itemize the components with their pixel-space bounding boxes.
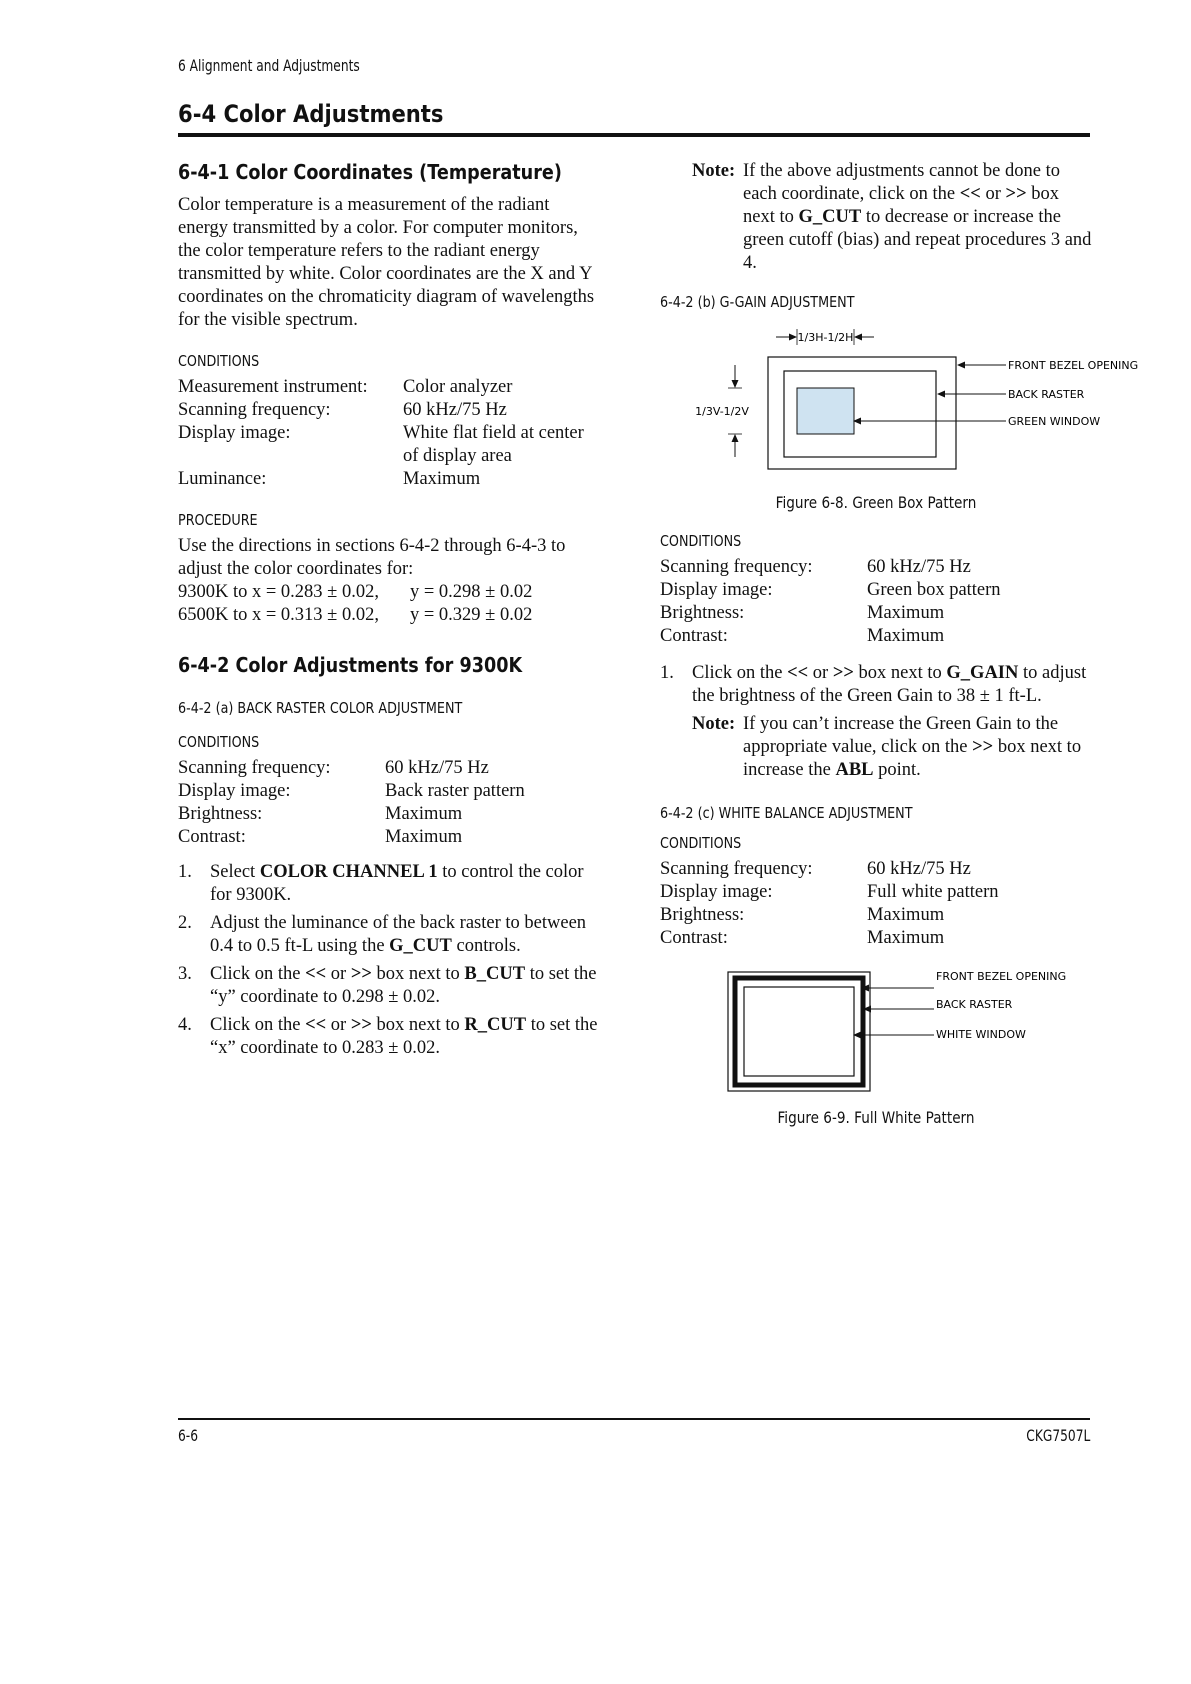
h-arrowhead-left [789, 334, 797, 341]
note-bold: G_CUT [798, 207, 862, 227]
note-body [743, 713, 1092, 782]
step-text: to set the “y” coordinate to 0.298 ± 0.02. [210, 964, 597, 1007]
step-bold: >> [832, 663, 854, 683]
green-box-figure [660, 317, 1139, 487]
step-text: Click on the [692, 663, 788, 683]
condition-value: Color analyzer [403, 377, 513, 397]
step-text: Adjust the luminance of the back raster to between 0.4 to 0.5 ft-L using the [210, 913, 587, 956]
condition-key: Brightness: [660, 905, 745, 925]
callout-arrowhead [957, 362, 965, 369]
condition-key: Scanning frequency: [660, 859, 813, 879]
step-text: to set the “x” coordinate to 0.283 ± 0.02. [210, 1015, 598, 1058]
condition-key: Display image: [178, 781, 291, 801]
step-text: box next to [853, 663, 947, 683]
table-row [178, 780, 525, 803]
conditions-label: CONDITIONS [660, 532, 742, 550]
right-column [660, 160, 1139, 1127]
note-text: to decrease or increase the green cutoff (bias) and repeat procedures 3 and 4. [743, 207, 1092, 273]
table-row [660, 556, 1001, 579]
subsection-c-heading: 6-4-2 (c) WHITE BALANCE ADJUSTMENT [660, 804, 913, 822]
step-text: or [326, 964, 351, 984]
procedure-steps-642a [178, 861, 598, 1060]
step-text: box next to [371, 964, 465, 984]
subsection-a-heading: 6-4-2 (a) BACK RASTER COLOR ADJUSTMENT [178, 699, 463, 717]
procedure-label: PROCEDURE [178, 511, 258, 529]
white-window [744, 987, 854, 1076]
step-bold: COLOR CHANNEL 1 [259, 862, 438, 882]
condition-key: Contrast: [660, 626, 728, 646]
callout-green-window: GREEN WINDOW [1008, 415, 1101, 428]
condition-key: Contrast: [178, 827, 246, 847]
list-item [178, 1014, 598, 1060]
condition-value: Maximum [403, 469, 481, 489]
note-bold: << [959, 184, 981, 204]
note-body [743, 160, 1092, 275]
note-green-gain [692, 713, 1092, 782]
step-bold: G_CUT [389, 936, 452, 956]
step-number: 1. [660, 663, 674, 683]
step-bold: R_CUT [464, 1015, 527, 1035]
note-text: box next to increase the [743, 737, 1082, 780]
condition-key: Display image: [178, 423, 291, 443]
callout-front-bezel: FRONT BEZEL OPENING [1008, 359, 1139, 372]
note-g-cut [692, 160, 1092, 275]
table-row [178, 604, 532, 627]
condition-value: Maximum [867, 905, 945, 925]
running-header [178, 56, 392, 75]
condition-key: Display image: [660, 882, 773, 902]
note-bold: ABL [835, 760, 874, 780]
conditions-table-641 [178, 376, 593, 491]
conditions-table-642b [660, 556, 1001, 648]
page-number-text: 6-6 [178, 1426, 198, 1445]
note-label: Note: [692, 714, 736, 734]
figure-6-8-caption: Figure 6-8. Green Box Pattern [775, 493, 977, 512]
step-number: 1. [178, 862, 192, 882]
conditions-table-642a [178, 757, 525, 849]
footer-rule [178, 1418, 1090, 1420]
green-window [797, 388, 854, 434]
table-row [660, 579, 1001, 602]
left-column [178, 160, 598, 1065]
coord-y: y = 0.329 ± 0.02 [410, 605, 533, 625]
condition-value: 60 kHz/75 Hz [867, 557, 971, 577]
table-row [178, 376, 593, 399]
conditions-label: CONDITIONS [178, 733, 260, 751]
condition-key: Brightness: [660, 603, 745, 623]
condition-value: Green box pattern [867, 580, 1001, 600]
coord-x: 6500K to x = 0.313 ± 0.02, [178, 605, 379, 625]
note-text: If you can’t increase the Green Gain to the appropriate value, click on the [743, 714, 1059, 757]
full-white-figure [660, 966, 1092, 1096]
table-row [178, 468, 593, 491]
callout-back-raster: BACK RASTER [1008, 388, 1085, 401]
v-arrowhead-top [732, 380, 739, 388]
step-text: Select [210, 862, 260, 882]
step-text: box next to [371, 1015, 465, 1035]
note-text: point. [873, 760, 921, 780]
table-row [178, 422, 593, 468]
running-header-text: 6 Alignment and Adjustments [178, 56, 360, 75]
table-row [660, 625, 1001, 648]
step-bold: << [305, 1015, 327, 1035]
procedure-steps-642b [660, 662, 1092, 708]
list-item [178, 912, 598, 958]
table-row [660, 602, 1001, 625]
list-item [178, 963, 598, 1009]
note-bold: >> [972, 737, 994, 757]
callout-front-bezel: FRONT BEZEL OPENING [936, 970, 1067, 983]
step-bold: >> [350, 964, 372, 984]
note-text: or [980, 184, 1006, 204]
title-rule [178, 133, 1090, 137]
list-item [660, 662, 1092, 708]
step-number: 3. [178, 964, 192, 984]
note-bold: >> [1005, 184, 1027, 204]
model-number-text: CKG7507L [1025, 1426, 1090, 1445]
section-heading-6-4-1: 6-4-1 Color Coordinates (Temperature) [178, 160, 562, 184]
step-text: or [326, 1015, 351, 1035]
condition-value: Maximum [385, 827, 463, 847]
intro-paragraph: Color temperature is a measurement of the radiant energy transmitted by a color. For computer monitors, the color temperature refers to the radiant energy transmitted by white. Color coordinates are the X and Y coordinates on the chromaticity diagram of wavelengths for the visible spectrum. [178, 195, 595, 330]
condition-value: Maximum [385, 804, 463, 824]
table-row [178, 803, 525, 826]
step-number: 2. [178, 913, 192, 933]
condition-value: Maximum [867, 626, 945, 646]
table-row [660, 927, 999, 950]
callout-back-raster: BACK RASTER [936, 998, 1013, 1011]
note-text: box next to [743, 184, 1059, 227]
condition-value: 60 kHz/75 Hz [403, 400, 507, 420]
list-item [178, 861, 598, 907]
condition-key: Scanning frequency: [660, 557, 813, 577]
note-text: If the above adjustments cannot be done to each coordinate, click on the [743, 161, 1060, 204]
subsection-b-heading: 6-4-2 (b) G-GAIN ADJUSTMENT [660, 293, 855, 311]
table-row [178, 826, 525, 849]
condition-value: Maximum [867, 603, 945, 623]
step-text: to control the color for 9300K. [210, 862, 584, 905]
h-dimension-label: 1/3H-1/2H [797, 331, 854, 344]
step-number: 4. [178, 1015, 192, 1035]
step-text: Click on the [210, 1015, 306, 1035]
table-row [178, 757, 525, 780]
front-bezel-opening [768, 357, 956, 469]
condition-value: White flat field at center of display area [403, 423, 584, 466]
step-bold: >> [350, 1015, 372, 1035]
coord-x: 9300K to x = 0.283 ± 0.02, [178, 582, 379, 602]
coord-y: y = 0.298 ± 0.02 [410, 582, 533, 602]
condition-key: Brightness: [178, 804, 263, 824]
page-number [178, 1426, 202, 1445]
condition-key: Luminance: [178, 469, 267, 489]
conditions-label: CONDITIONS [660, 834, 742, 852]
callout-arrowhead [937, 391, 945, 398]
step-text: or [808, 663, 833, 683]
h-arrowhead-right [854, 334, 862, 341]
v-dimension-label: 1/3V-1/2V [695, 405, 749, 418]
v-arrowhead-bottom [732, 434, 739, 442]
table-row [660, 858, 999, 881]
table-row [178, 581, 532, 604]
condition-value: Full white pattern [867, 882, 999, 902]
condition-key: Contrast: [660, 928, 728, 948]
callout-white-window: WHITE WINDOW [936, 1028, 1026, 1041]
condition-key: Display image: [660, 580, 773, 600]
conditions-label: CONDITIONS [178, 352, 260, 370]
condition-key: Scanning frequency: [178, 758, 331, 778]
procedure-text: Use the directions in sections 6-4-2 through 6-4-3 to adjust the color coordinates for: [178, 536, 566, 579]
conditions-table-642c [660, 858, 999, 950]
condition-key: Measurement instrument: [178, 377, 368, 397]
table-row [178, 399, 593, 422]
step-bold: B_CUT [464, 964, 526, 984]
condition-value: 60 kHz/75 Hz [867, 859, 971, 879]
step-bold: << [787, 663, 809, 683]
step-bold: G_GAIN [946, 663, 1019, 683]
page-title: 6-4 Color Adjustments [178, 100, 444, 128]
step-text: to adjust the brightness of the Green Gain to 38 ± 1 ft-L. [692, 663, 1087, 706]
figure-6-9-caption: Figure 6-9. Full White Pattern [777, 1108, 975, 1127]
step-text: Click on the [210, 964, 306, 984]
section-heading-6-4-2: 6-4-2 Color Adjustments for 9300K [178, 653, 523, 677]
table-row [660, 881, 999, 904]
table-row [660, 904, 999, 927]
step-text: controls. [451, 936, 521, 956]
note-label: Note: [692, 161, 736, 181]
condition-value: 60 kHz/75 Hz [385, 758, 489, 778]
condition-value: Back raster pattern [385, 781, 525, 801]
step-bold: << [305, 964, 327, 984]
coordinates-table [178, 581, 532, 627]
model-number [1015, 1426, 1090, 1445]
condition-value: Maximum [867, 928, 945, 948]
condition-key: Scanning frequency: [178, 400, 331, 420]
